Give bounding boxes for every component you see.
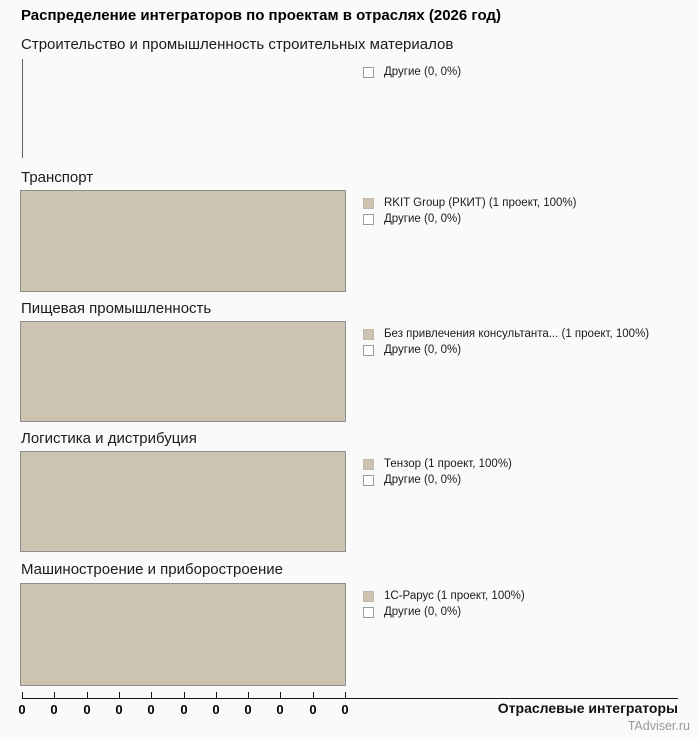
legend-label: RKIT Group (РКИТ) (1 проект, 100%) [384,197,577,209]
x-axis-tick [248,692,249,698]
x-axis-tick-label: 0 [83,702,91,717]
legend-swatch-empty [363,475,374,486]
section-heading-machinery: Машиностроение и приборостроение [21,561,284,578]
section-heading-construction: Строительство и промышленность строительных материалов [21,36,454,53]
section-heading-food: Пищевая промышленность [21,300,212,317]
legend-item [363,326,649,342]
x-axis-tick-label: 0 [180,702,188,717]
legend-label: Другие (0, 0%) [384,66,462,78]
legend-label: Тензор (1 проект, 100%) [384,458,512,470]
x-axis-tick [151,692,152,698]
legend-label: Другие (0, 0%) [384,474,462,486]
section-heading-transport: Транспорт [21,169,94,186]
legend-item [363,342,649,358]
x-axis-line [22,698,678,699]
legend-label: Другие (0, 0%) [384,344,462,356]
legend-label: Другие (0, 0%) [384,606,462,618]
legend-item [363,211,576,227]
x-axis-tick [216,692,217,698]
legend-machinery [363,588,525,620]
x-axis-tick-label: 0 [50,702,58,717]
x-axis-tick-label: 0 [18,702,26,717]
legend-item [363,588,525,604]
legend-swatch-empty [363,214,374,225]
legend-swatch-empty [363,345,374,356]
legend-food [363,326,649,358]
x-axis-tick-label: 0 [276,702,284,717]
legend-item [363,195,576,211]
x-axis-tick [313,692,314,698]
x-axis-tick [280,692,281,698]
x-axis-tick [54,692,55,698]
legend-transport [363,195,576,227]
bar-transport [20,190,346,292]
chart-title: Распределение интеграторов по проектам в отраслях (2026 год) [21,7,501,24]
x-axis-title: Отраслевые интеграторы [497,700,678,716]
legend-item [363,604,525,620]
legend-item [363,64,461,80]
x-axis-tick [345,692,346,698]
x-axis-tick [119,692,120,698]
bar-machinery [20,583,346,686]
legend-label: Без привлечения консультанта... (1 проект, 100%) [384,328,650,340]
legend-item [363,472,512,488]
legend-swatch-empty [363,607,374,618]
x-axis-tick-label: 0 [115,702,123,717]
legend-item [363,456,512,472]
tadviser-watermark: TAdviser.ru [627,719,690,733]
x-axis-tick [22,692,23,698]
x-axis-tick-label: 0 [341,702,349,717]
x-axis-tick-label: 0 [147,702,155,717]
x-axis-tick [184,692,185,698]
bar-food [20,321,346,422]
legend-construction [363,64,461,80]
x-axis-tick [87,692,88,698]
x-axis-tick-label: 0 [244,702,252,717]
legend-swatch-filled [363,198,374,209]
legend-logistics [363,456,512,488]
x-axis-tick-label: 0 [309,702,317,717]
legend-swatch-empty [363,67,374,78]
legend-label: Другие (0, 0%) [384,213,462,225]
legend-swatch-filled [363,459,374,470]
bar-logistics [20,451,346,552]
section-heading-logistics: Логистика и дистрибуция [21,430,197,447]
y-axis-line-construction [22,59,23,158]
legend-swatch-filled [363,329,374,340]
x-axis-tick-label: 0 [212,702,220,717]
legend-swatch-filled [363,591,374,602]
legend-label: 1С-Рарус (1 проект, 100%) [384,590,525,602]
